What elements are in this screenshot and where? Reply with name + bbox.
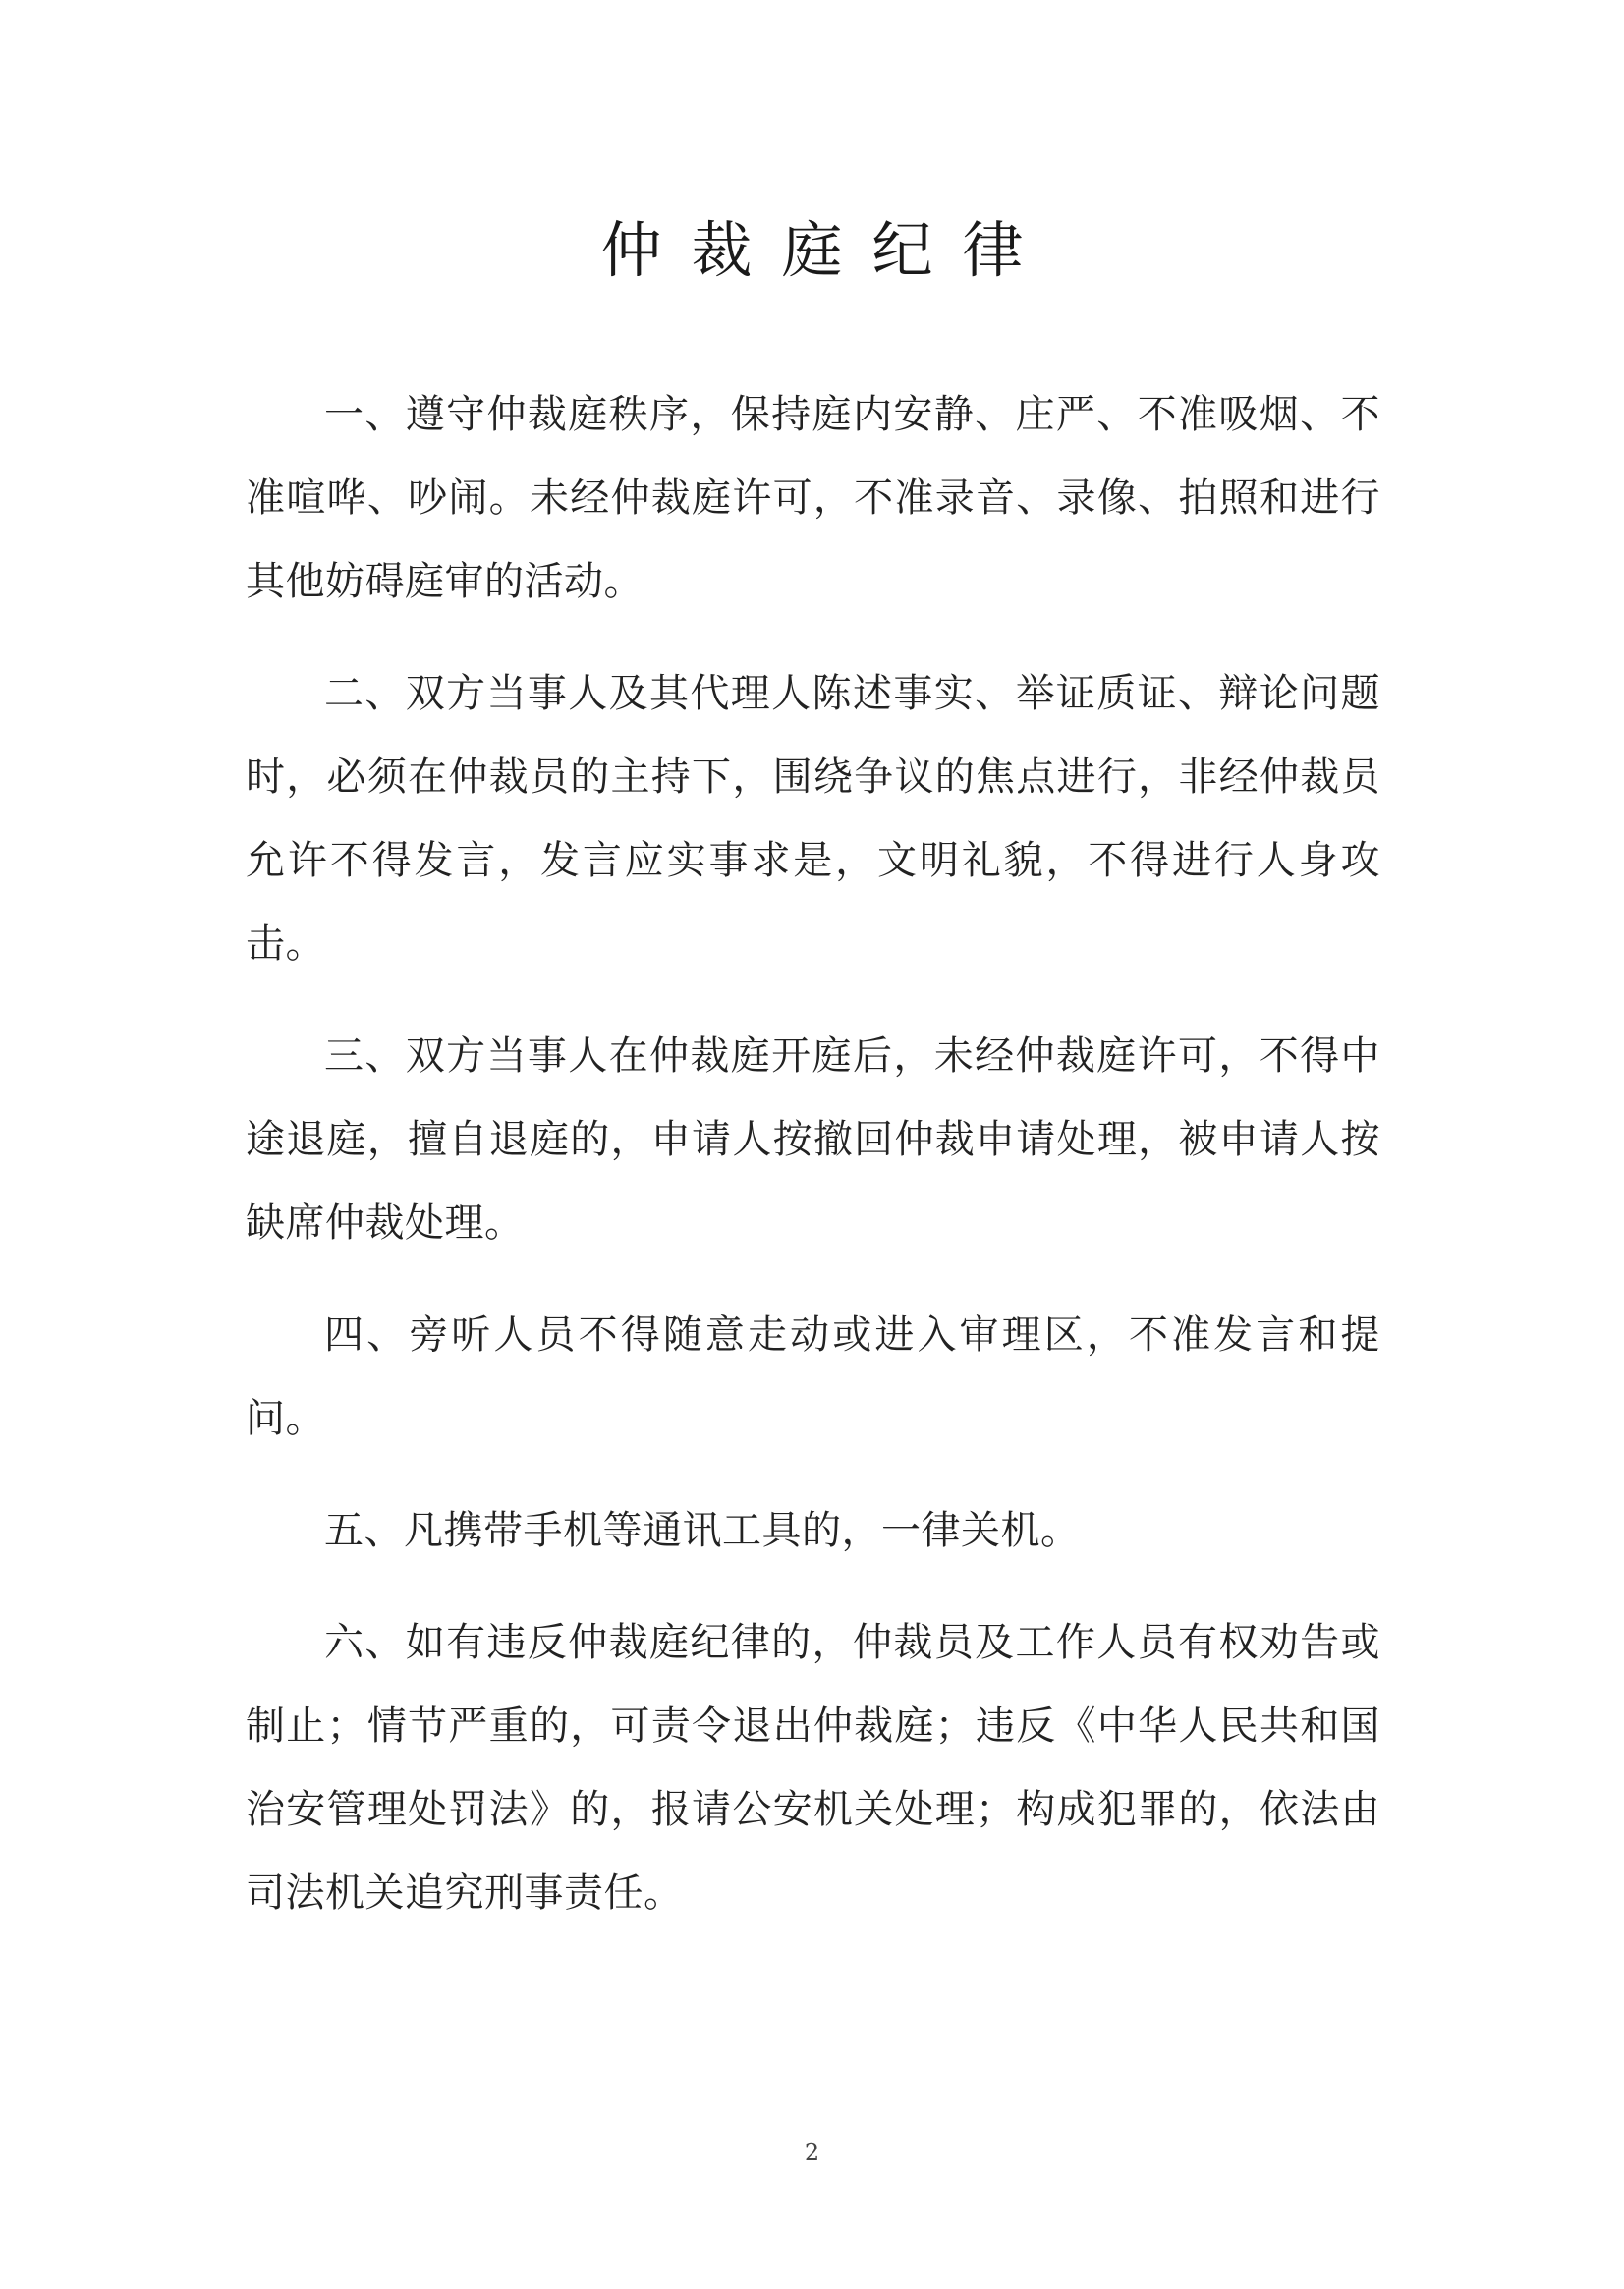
document-title: 仲裁庭纪律 [600, 214, 1053, 286]
rule-paragraph-4: 四、旁听人员不得随意走动或进入审理区，不准发言和提问。 [246, 1312, 1380, 1441]
rule-paragraph-5: 五、凡携带手机等通讯工具的，一律关机。 [324, 1508, 1081, 1553]
rule-paragraph-1: 一、遵守仲裁庭秩序，保持庭内安静、庄严、不准吸烟、不准喧哗、吵闹。未经仲裁庭许可，不准录音、录像、拍照和进行其他妨碍庭审的活动。 [246, 392, 1380, 604]
rule-paragraph-6: 六、如有违反仲裁庭纪律的，仲裁员及工作人员有权劝告或制止；情节严重的，可责令退出仲裁庭；违反《中华人民共和国治安管理处罚法》的，报请公安机关处理；构成犯罪的，依法由司法机关追究刑事责任。 [246, 1620, 1380, 1916]
rule-paragraph-3: 三、双方当事人在仲裁庭开庭后，未经仲裁庭许可，不得中途退庭，擅自退庭的，申请人按撤回仲裁申请处理，被申请人按缺席仲裁处理。 [246, 1033, 1380, 1246]
page-number: 2 [804, 2139, 820, 2166]
document-body [246, 373, 1380, 1964]
rule-paragraph-2: 二、双方当事人及其代理人陈述事实、举证质证、辩论问题时，必须在仲裁员的主持下，围绕争议的焦点进行，非经仲裁员允许不得发言，发言应实事求是，文明礼貌，不得进行人身攻击。 [246, 671, 1380, 967]
